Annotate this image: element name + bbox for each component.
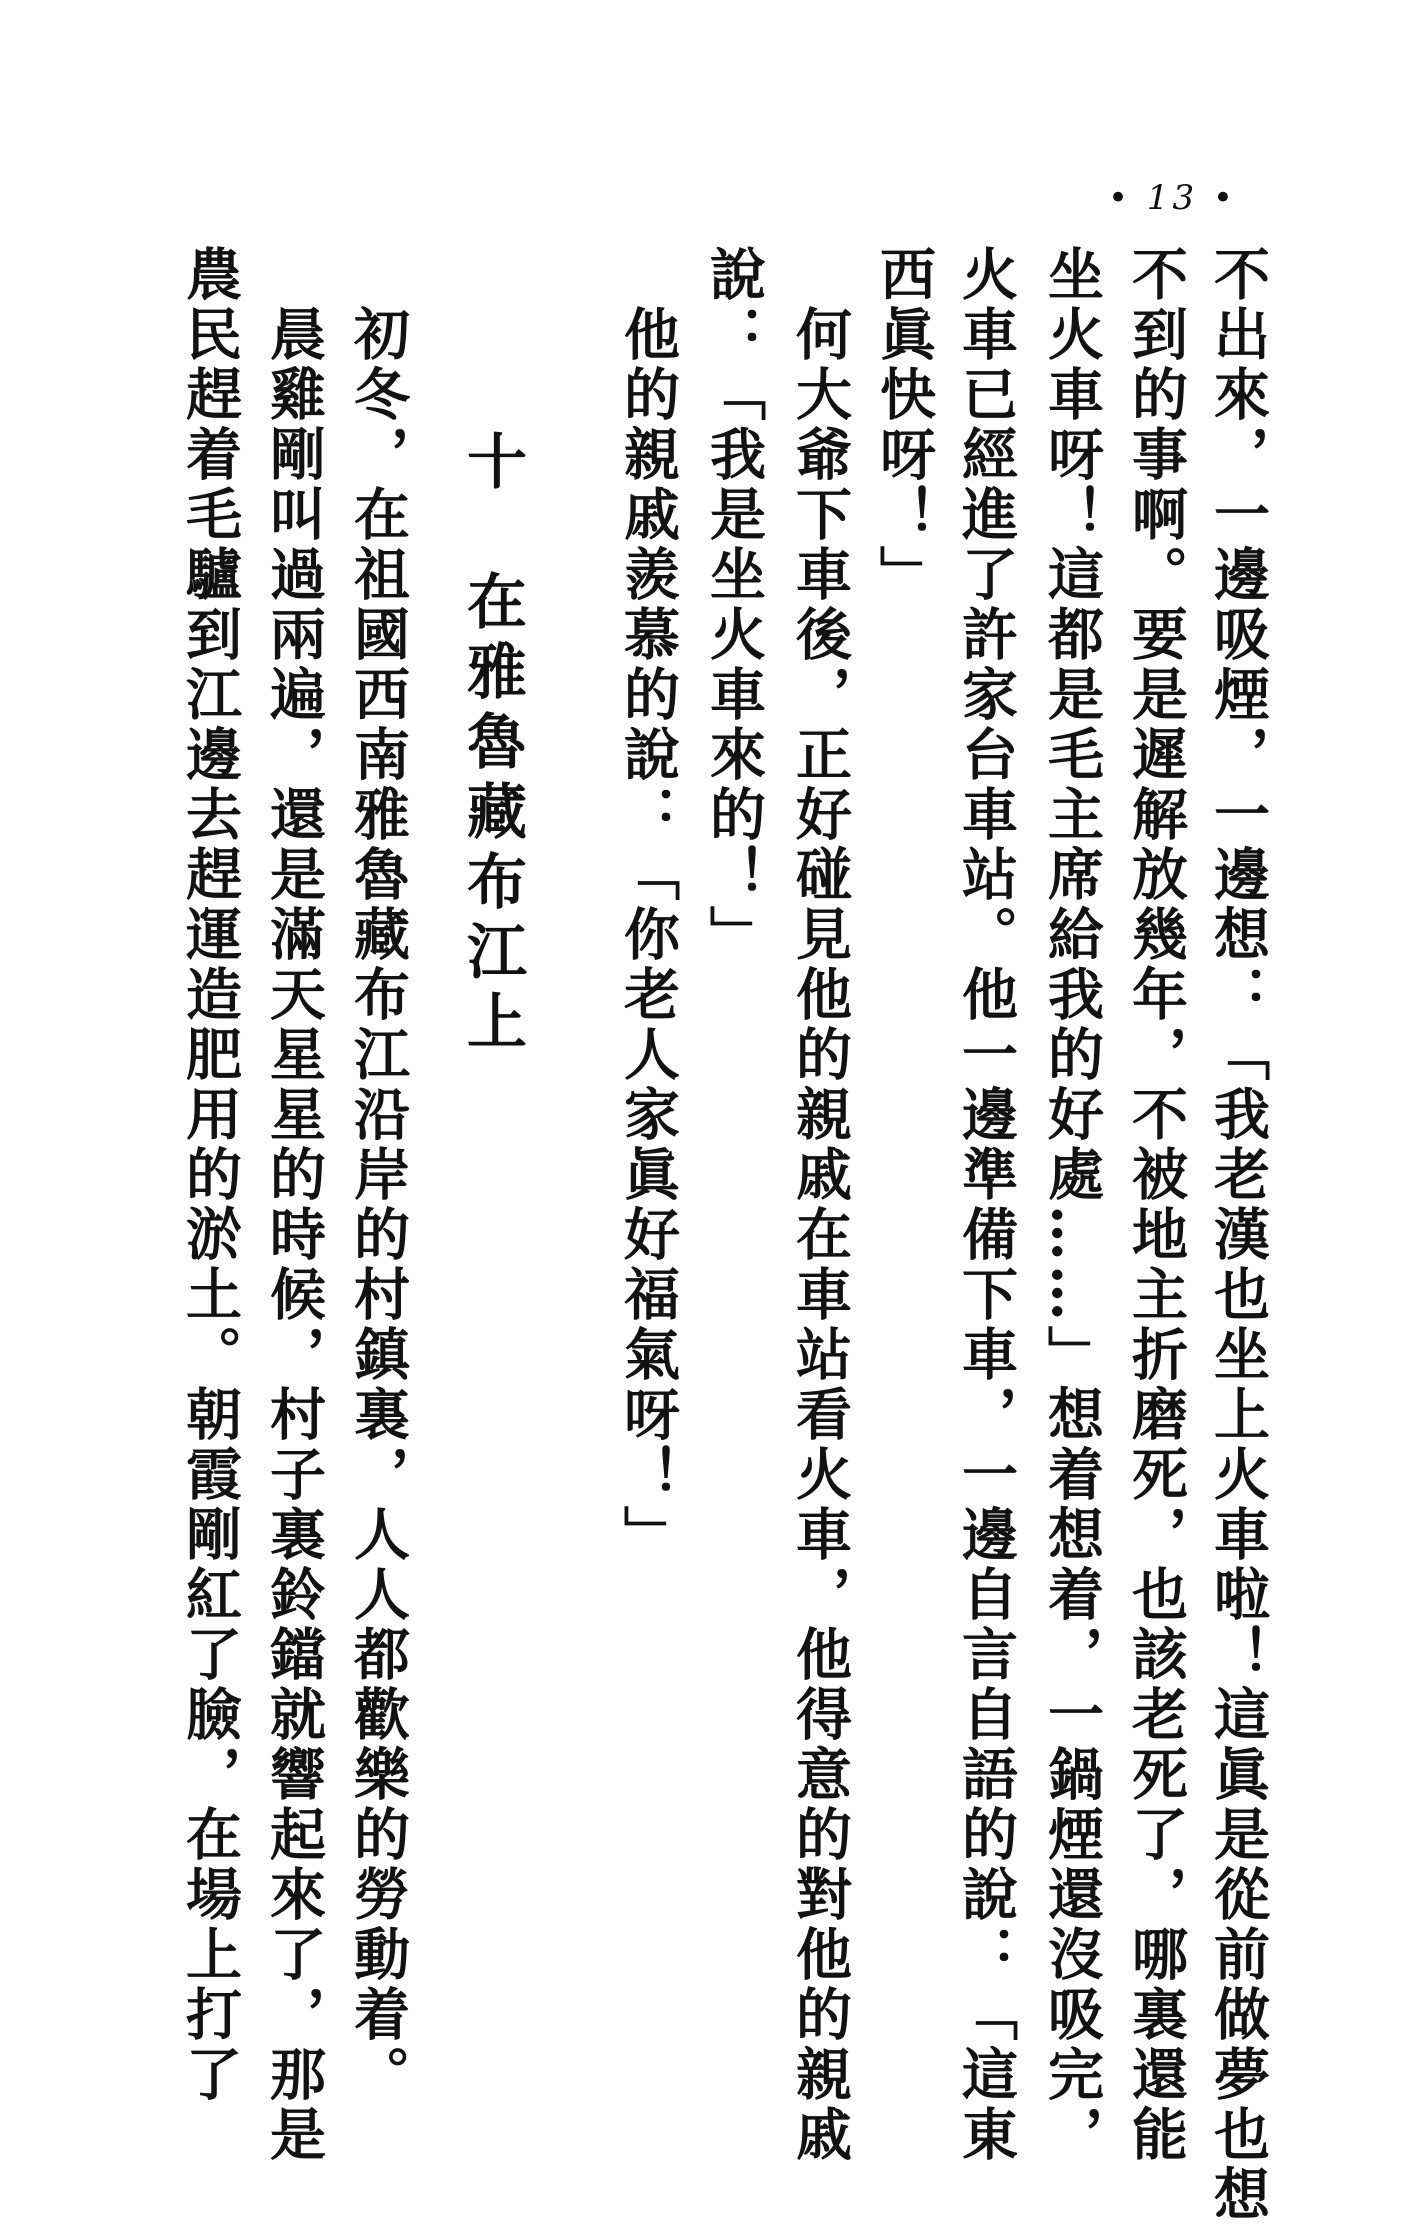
text-column-3: 坐火車呀！這都是毛主席給我的好處……」想着想着，一鍋煙還沒吸完， [1039,245,1105,2165]
text-column-8: 他的親戚羨慕的說：「你老人家眞好福氣呀！」 [615,245,681,1565]
section-heading: 十 在雅魯藏布江上 [457,430,527,1060]
text-column-1: 不出來，一邊吸煙，一邊想：「我老漢也坐上火車啦！這眞是從前做夢也想 [1205,245,1271,2225]
text-column-10: 晨雞剛叫過兩遍，還是滿天星星的時候，村子裏鈴鐺就響起來了，那是 [261,245,327,2165]
text-column-11: 農民趕着毛驢到江邊去趕運造肥用的淤土。朝霞剛紅了臉，在場上打了 [177,245,243,2105]
text-column-9: 初冬，在祖國西南雅魯藏布江沿岸的村鎮裏，人人都歡樂的勞動着。 [345,245,411,2105]
text-column-5: 西眞快呀！」 [871,245,937,605]
text-column-7: 說：「我是坐火車來的！」 [701,245,767,965]
text-column-2: 不到的事啊。要是遲解放幾年，不被地主折磨死，也該老死了，哪裏還能 [1123,245,1189,2165]
page-number: • 13 • [1108,178,1237,218]
text-column-4: 火車已經進了許家台車站。他一邊準備下車，一邊自言自語的說：「這東 [953,245,1019,2165]
text-column-6: 何大爺下車後，正好碰見他的親戚在車站看火車，他得意的對他的親戚 [787,245,853,2165]
